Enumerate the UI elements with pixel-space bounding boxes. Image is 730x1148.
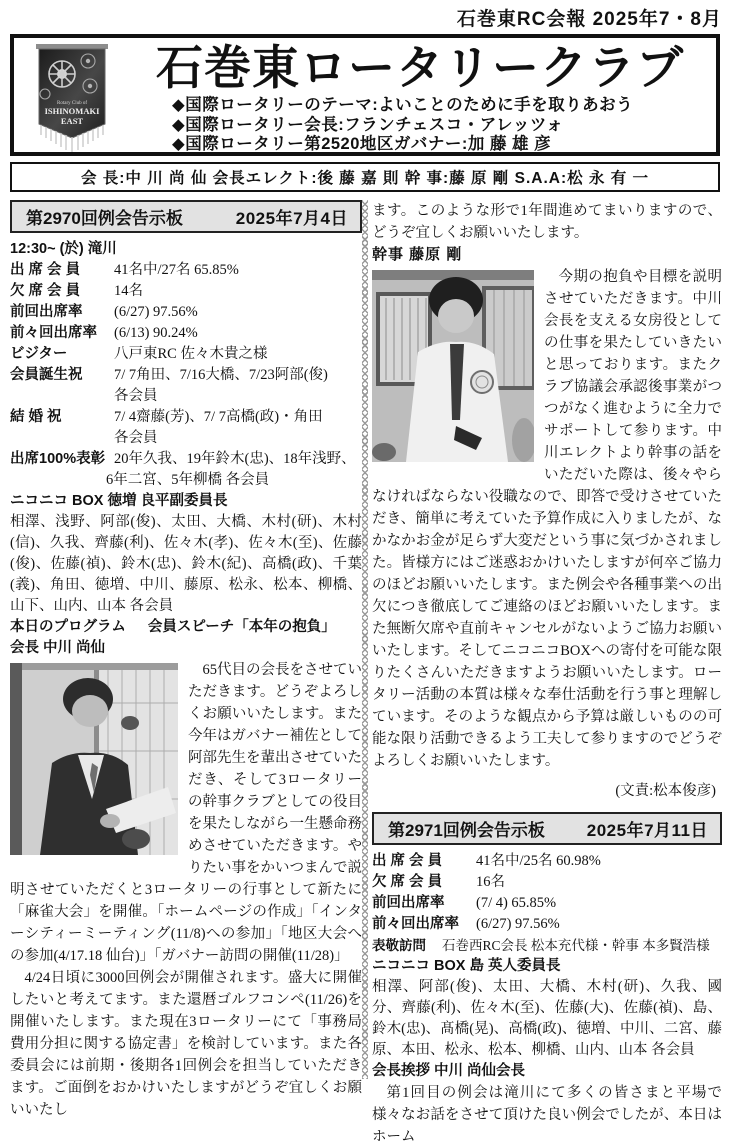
table-row — [10, 281, 362, 302]
nico-box-heading: ニコニコ BOX 島 英人委員長 — [372, 958, 561, 974]
program-label: 本日のプログラム — [10, 619, 126, 635]
row-value: 14名 — [114, 283, 143, 299]
secretary-speech-paragraph: 今期の抱負や目標を説明させていただきます。中川会長を支える女房役としての仕事を果たしていきたいと思っております。またクラブ協議会承認後事業がつつがなく進むように全力でサポートして参ります。中川エレクトより幹事の話をいただいた際は、後々やらなければならない役職なので、即答で受けさせていただき、簡単に考えていた予算作成に入りましたが、なかなかお金が足らず大変だという事に気づかされました。皆様方にはご迷惑おかけいたしますが何卒ご協力のほどお願いいたします。また例会や各種事業への出欠につき徹底してご連絡のほどお願いいたします。また無断欠席や直前キャンセルがないようご協力お願いいたします。そしてニコニコBOXへの寄付を可能な限りたくさんいただきますようお願いいたします。ロータリー活動の本質は様々な奉仕活動を行う事と理解しています。そのような観点から予算は厳しいものの可能な限り活動できるよう工夫して参りますのでどうぞよろしくお願いいたします。 — [372, 269, 722, 769]
row-value: 16名 — [476, 874, 505, 890]
row-label: 表敬訪問 — [372, 938, 426, 953]
table-row — [10, 365, 362, 386]
meeting2-date: 2025年7月11日 — [586, 821, 708, 840]
secretary-photo-image — [372, 270, 534, 462]
table-row — [10, 407, 362, 428]
row-label — [10, 428, 114, 449]
ri-theme-line: ◆国際ロータリーのテーマ:よいことのために手を取りあおう — [172, 96, 634, 114]
row-label: 結 婚 祝 — [10, 409, 62, 425]
member-names: 相澤、浅野、阿部(俊)、太田、大橋、木村(研)、木村(信)、久我、齊藤(利)、佐々木(孝)、佐々木(至)、佐藤(俊)、佐藤(禎)、鈴木(忠)、鈴木(紀)、高橋(政)、千葉(義)、角田、徳増、中川、藤原、松永、松本、柳橋、山下、山内、山本 各会員 — [10, 514, 362, 614]
masthead-issue-label: 石巻東RC会報 2025年7・8月 — [456, 9, 722, 30]
speech-paragraph-1: 65代目の会長をさせていただきます。どうぞよろしくお願いいたします。また今年はガバナー補佐として阿部先生を輩出させていただき、そして3ロータリーの幹事クラブとしての役目を果たしながら一生懸命務めさせていただきます。やりたい事をかいつまんで説明させていただくと3ロータリーの行事として新たに「麻雀大会」を開催。「ホームページの作成」「インターシティーミーティング(11/8)への参加」「地区大会への参加(4/17.18 仙台)」「ガバナー訪問の開催(11/28)」 — [10, 662, 362, 964]
speech-paragraph-2: 4/24日頃に3000回例会が開催されます。盛大に開催したいと考えてます。また還暦ゴルフコンペ(11/26)を開催いたします。また現在3ロータリーにて「事務局費用分担に関する協定書」を検討しています。また各委員会には前期・後期各1回例会を担当していただきます。ご面倒をおかけいたしますがどうぞ宜しくお願いいたし — [10, 970, 362, 1118]
row-value: 八戸東RC 佐々木貴之様 — [114, 346, 268, 362]
pennant-text-east: EAST — [60, 116, 84, 126]
nico-box-heading: ニコニコ BOX 徳増 良平副委員長 — [10, 493, 228, 509]
row-label: 出席100%表彰 — [10, 451, 106, 467]
row-label: ビジター — [10, 346, 68, 362]
attendance-award-continuation: 6年二宮、5年柳橋 各会員 — [106, 472, 270, 488]
row-value: 20年久我、19年鈴木(忠)、18年浅野、 — [114, 451, 356, 467]
table-row — [10, 428, 362, 449]
meeting2-board-header — [372, 812, 722, 845]
club-pennant-logo — [30, 44, 114, 154]
program-value: 会員スピーチ「本年の抱負」 — [147, 619, 336, 635]
credit-line: (文責:松本俊彦) — [615, 783, 716, 799]
row-label: 会員誕生祝 — [10, 367, 83, 383]
greeting-paragraph: 第1回目の例会は滝川にて多くの皆さまと平場で様々なお話をさせて頂けた良い例会でしたが、本日はホーム — [372, 1085, 722, 1145]
meeting1-time-place: 12:30~ (於) 滝川 — [10, 241, 117, 257]
courtesy-visit-row — [372, 935, 722, 956]
president-photo — [10, 663, 178, 855]
row-value: 各会員 — [114, 388, 158, 404]
meeting1-title: 第2970回例会告示板 — [26, 209, 183, 228]
row-value: 7/ 7角田、7/16大橋、7/23阿部(俊) — [114, 367, 328, 383]
row-label: 前々回出席率 — [372, 916, 459, 932]
row-label: 欠 席 会 員 — [10, 283, 81, 299]
row-label: 前回出席率 — [10, 304, 83, 320]
row-label: 出 席 会 員 — [10, 262, 81, 278]
row-value: 7/ 4齋藤(芳)、7/ 7高橋(政)・角田 — [114, 409, 323, 425]
table-row — [372, 872, 722, 893]
table-row — [372, 851, 722, 872]
program-line — [10, 617, 362, 638]
left-column — [10, 200, 362, 1121]
row-value: 各会員 — [114, 430, 158, 446]
row-value: (6/27) 97.56% — [114, 304, 198, 320]
row-value: (6/13) 90.24% — [114, 325, 198, 341]
row-label: 前々回出席率 — [10, 325, 97, 341]
ri-bullet-lines — [172, 96, 722, 155]
right-column — [372, 200, 722, 1148]
table-row — [10, 344, 362, 365]
pennant-text-small: Rotary Club of — [57, 101, 87, 106]
president-speech-continuation: ます。このような形で1年間進めてまいりますので、どうぞ宜しくお願いいたします。 — [372, 203, 722, 241]
table-row — [10, 323, 362, 344]
row-value: (6/27) 97.56% — [476, 916, 560, 932]
secretary-speech-block — [372, 266, 722, 772]
speaker-line: 会長 中川 尚仙 — [10, 640, 106, 656]
club-banner — [10, 34, 720, 156]
table-row — [10, 302, 362, 323]
president-photo-image — [10, 663, 178, 855]
greeting-heading: 会長挨拶 中川 尚仙会長 — [372, 1063, 526, 1079]
pennant-text-ishinomaki: ISHINOMAKI — [44, 106, 100, 116]
column-divider — [362, 200, 368, 1079]
officers-bar: 会 長:中 川 尚 仙 会長エレクト:後 藤 嘉 則 幹 事:藤 原 剛 S.A.A:松 永 有 一 — [10, 162, 720, 192]
table-row — [10, 260, 362, 281]
row-value: 41名中/25名 60.98% — [476, 853, 601, 869]
ri-president-line: ◆国際ロータリー会長:フランチェスコ・アレッツォ — [172, 115, 564, 134]
ri-governor-line: ◆国際ロータリー第2520地区ガバナー:加 藤 雄 彦 — [172, 135, 552, 153]
secretary-heading: 幹事 藤原 剛 — [372, 246, 463, 263]
page-title: 石巻東ロータリークラブ — [156, 41, 684, 94]
meeting2-title: 第2971回例会告示板 — [388, 821, 545, 840]
table-row — [10, 386, 362, 407]
pennant-icon — [30, 44, 114, 154]
meeting1-board-header — [10, 200, 362, 233]
meeting1-date: 2025年7月4日 — [235, 209, 348, 228]
row-label — [10, 386, 114, 407]
row-label: 出 席 会 員 — [372, 853, 443, 869]
row-value: 石巻西RC会長 松本充代様・幹事 本多賢浩様 — [442, 938, 710, 953]
member-names: 相澤、阿部(俊)、太田、大橋、木村(研)、久我、國分、齊藤(利)、佐々木(至)、佐藤(大)、佐藤(禎)、島、鈴木(忠)、髙橋(晃)、高橋(政)、徳増、中川、二宮、藤原、本田、松永、松本、柳橋、山内、山本 各会員 — [372, 979, 722, 1058]
attendance-award-row — [10, 449, 362, 470]
row-value: (7/ 4) 65.85% — [476, 895, 557, 911]
president-speech-block — [10, 659, 362, 1121]
table-row — [372, 893, 722, 914]
row-label: 欠 席 会 員 — [372, 874, 443, 890]
secretary-photo — [372, 270, 534, 462]
row-value: 41名中/27名 65.85% — [114, 262, 239, 278]
table-row — [372, 914, 722, 935]
row-label: 前回出席率 — [372, 895, 445, 911]
